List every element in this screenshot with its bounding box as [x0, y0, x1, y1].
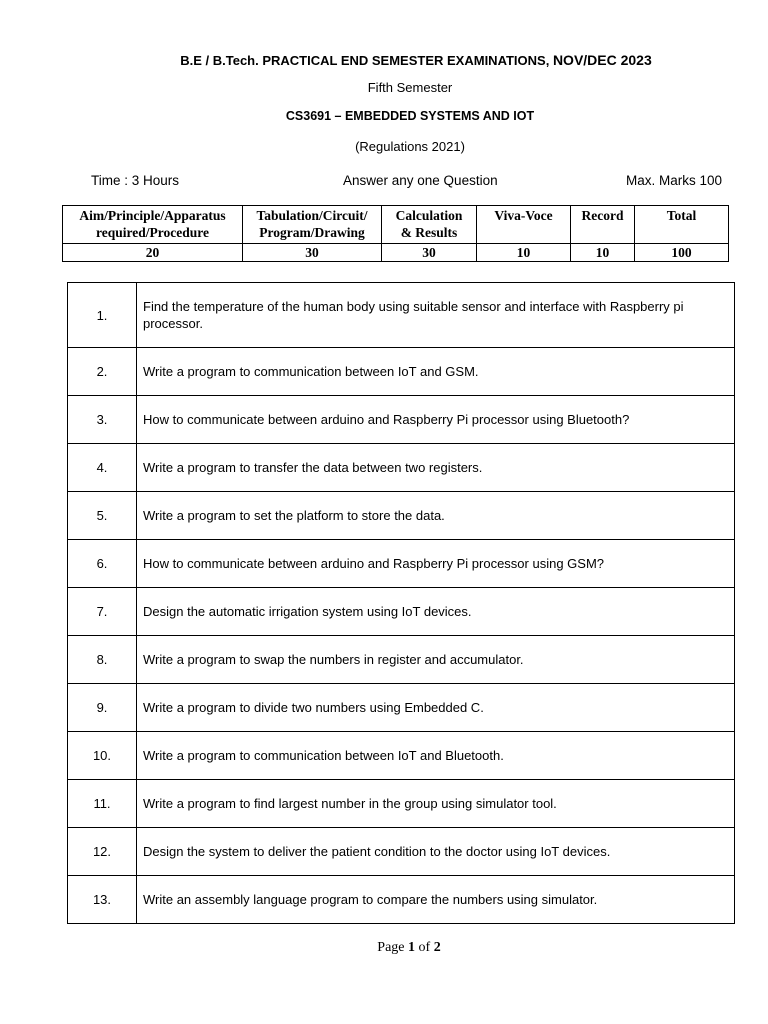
- header-line: Tabulation/Circuit/: [256, 208, 368, 223]
- marks-value-cell: 10: [571, 244, 635, 262]
- page-word: Page: [377, 940, 409, 955]
- marks-value-cell: 10: [477, 244, 571, 262]
- of-word: of: [415, 940, 434, 955]
- header-line: Record: [581, 208, 624, 223]
- question-text: Write an assembly language program to compare the numbers using simulator.: [137, 876, 735, 924]
- question-number: 1.: [68, 283, 137, 348]
- question-text: Write a program to transfer the data between two registers.: [137, 444, 735, 492]
- question-row: [68, 780, 735, 828]
- header-line: Viva-Voce: [494, 208, 553, 223]
- question-row: [68, 444, 735, 492]
- header-line: Program/Drawing: [259, 225, 365, 240]
- question-row: [68, 396, 735, 444]
- marks-value-cell: 20: [63, 244, 243, 262]
- question-text: Write a program to communication between IoT and Bluetooth.: [137, 732, 735, 780]
- header-line: Total: [666, 208, 697, 223]
- marks-value-cell: 30: [243, 244, 382, 262]
- question-number: 3.: [68, 396, 137, 444]
- marks-value-cell: 30: [382, 244, 477, 262]
- marks-header-cell: [635, 206, 729, 244]
- marks-header-cell: [63, 206, 243, 244]
- marks-header-row: [63, 206, 729, 244]
- header-line: & Results: [400, 225, 458, 240]
- question-number: 2.: [68, 348, 137, 396]
- max-marks-label: Max. Marks 100: [626, 173, 723, 188]
- page-footer: [0, 940, 768, 956]
- question-number: 5.: [68, 492, 137, 540]
- semester-label: Fifth Semester: [367, 80, 453, 95]
- question-row: [68, 540, 735, 588]
- question-row: [68, 588, 735, 636]
- question-text: Write a program to communication between IoT and GSM.: [137, 348, 735, 396]
- question-row: [68, 732, 735, 780]
- marks-distribution-table: [62, 205, 729, 262]
- question-text: Write a program to set the platform to store the data.: [137, 492, 735, 540]
- exam-title-main: B.E / B.Tech. PRACTICAL END SEMESTER EXAMINATIONS,: [180, 53, 553, 68]
- header-line: Aim/Principle/Apparatus: [79, 208, 226, 223]
- question-number: 4.: [68, 444, 137, 492]
- time-label: Time : 3 Hours: [91, 173, 180, 188]
- marks-value-cell: 100: [635, 244, 729, 262]
- question-row: [68, 636, 735, 684]
- marks-value-row: [63, 244, 729, 262]
- marks-header-cell: [477, 206, 571, 244]
- question-text: Design the automatic irrigation system using IoT devices.: [137, 588, 735, 636]
- question-number: 6.: [68, 540, 137, 588]
- question-number: 7.: [68, 588, 137, 636]
- marks-header-cell: [382, 206, 477, 244]
- question-number: 10.: [68, 732, 137, 780]
- page-total: 2: [433, 940, 441, 955]
- page-number: 1: [408, 940, 416, 955]
- questions-table: [67, 282, 735, 924]
- subject-title: CS3691 – EMBEDDED SYSTEMS AND IOT: [285, 109, 535, 123]
- question-number: 8.: [68, 636, 137, 684]
- question-text: How to communicate between arduino and Raspberry Pi processor using Bluetooth?: [137, 396, 735, 444]
- instruction-label: Answer any one Question: [343, 173, 498, 188]
- question-number: 13.: [68, 876, 137, 924]
- question-text: How to communicate between arduino and Raspberry Pi processor using GSM?: [137, 540, 735, 588]
- question-row: [68, 348, 735, 396]
- exam-title: [0, 52, 768, 68]
- question-number: 12.: [68, 828, 137, 876]
- question-text: Write a program to find largest number in the group using simulator tool.: [137, 780, 735, 828]
- question-row: [68, 828, 735, 876]
- regulations-label: (Regulations 2021): [355, 139, 465, 154]
- question-text: Find the temperature of the human body using suitable sensor and interface with Raspberry pi processor.: [137, 283, 735, 348]
- question-row: [68, 876, 735, 924]
- question-number: 11.: [68, 780, 137, 828]
- marks-header-cell: [571, 206, 635, 244]
- exam-title-year: NOV/DEC 2023: [552, 52, 652, 68]
- question-text: Write a program to swap the numbers in register and accumulator.: [137, 636, 735, 684]
- header-line: Calculation: [395, 208, 463, 223]
- question-row: [68, 492, 735, 540]
- question-text: Design the system to deliver the patient condition to the doctor using IoT devices.: [137, 828, 735, 876]
- question-number: 9.: [68, 684, 137, 732]
- question-text: Write a program to divide two numbers using Embedded C.: [137, 684, 735, 732]
- marks-header-cell: [243, 206, 382, 244]
- question-row: [68, 283, 735, 348]
- header-line: required/Procedure: [96, 225, 209, 240]
- question-row: [68, 684, 735, 732]
